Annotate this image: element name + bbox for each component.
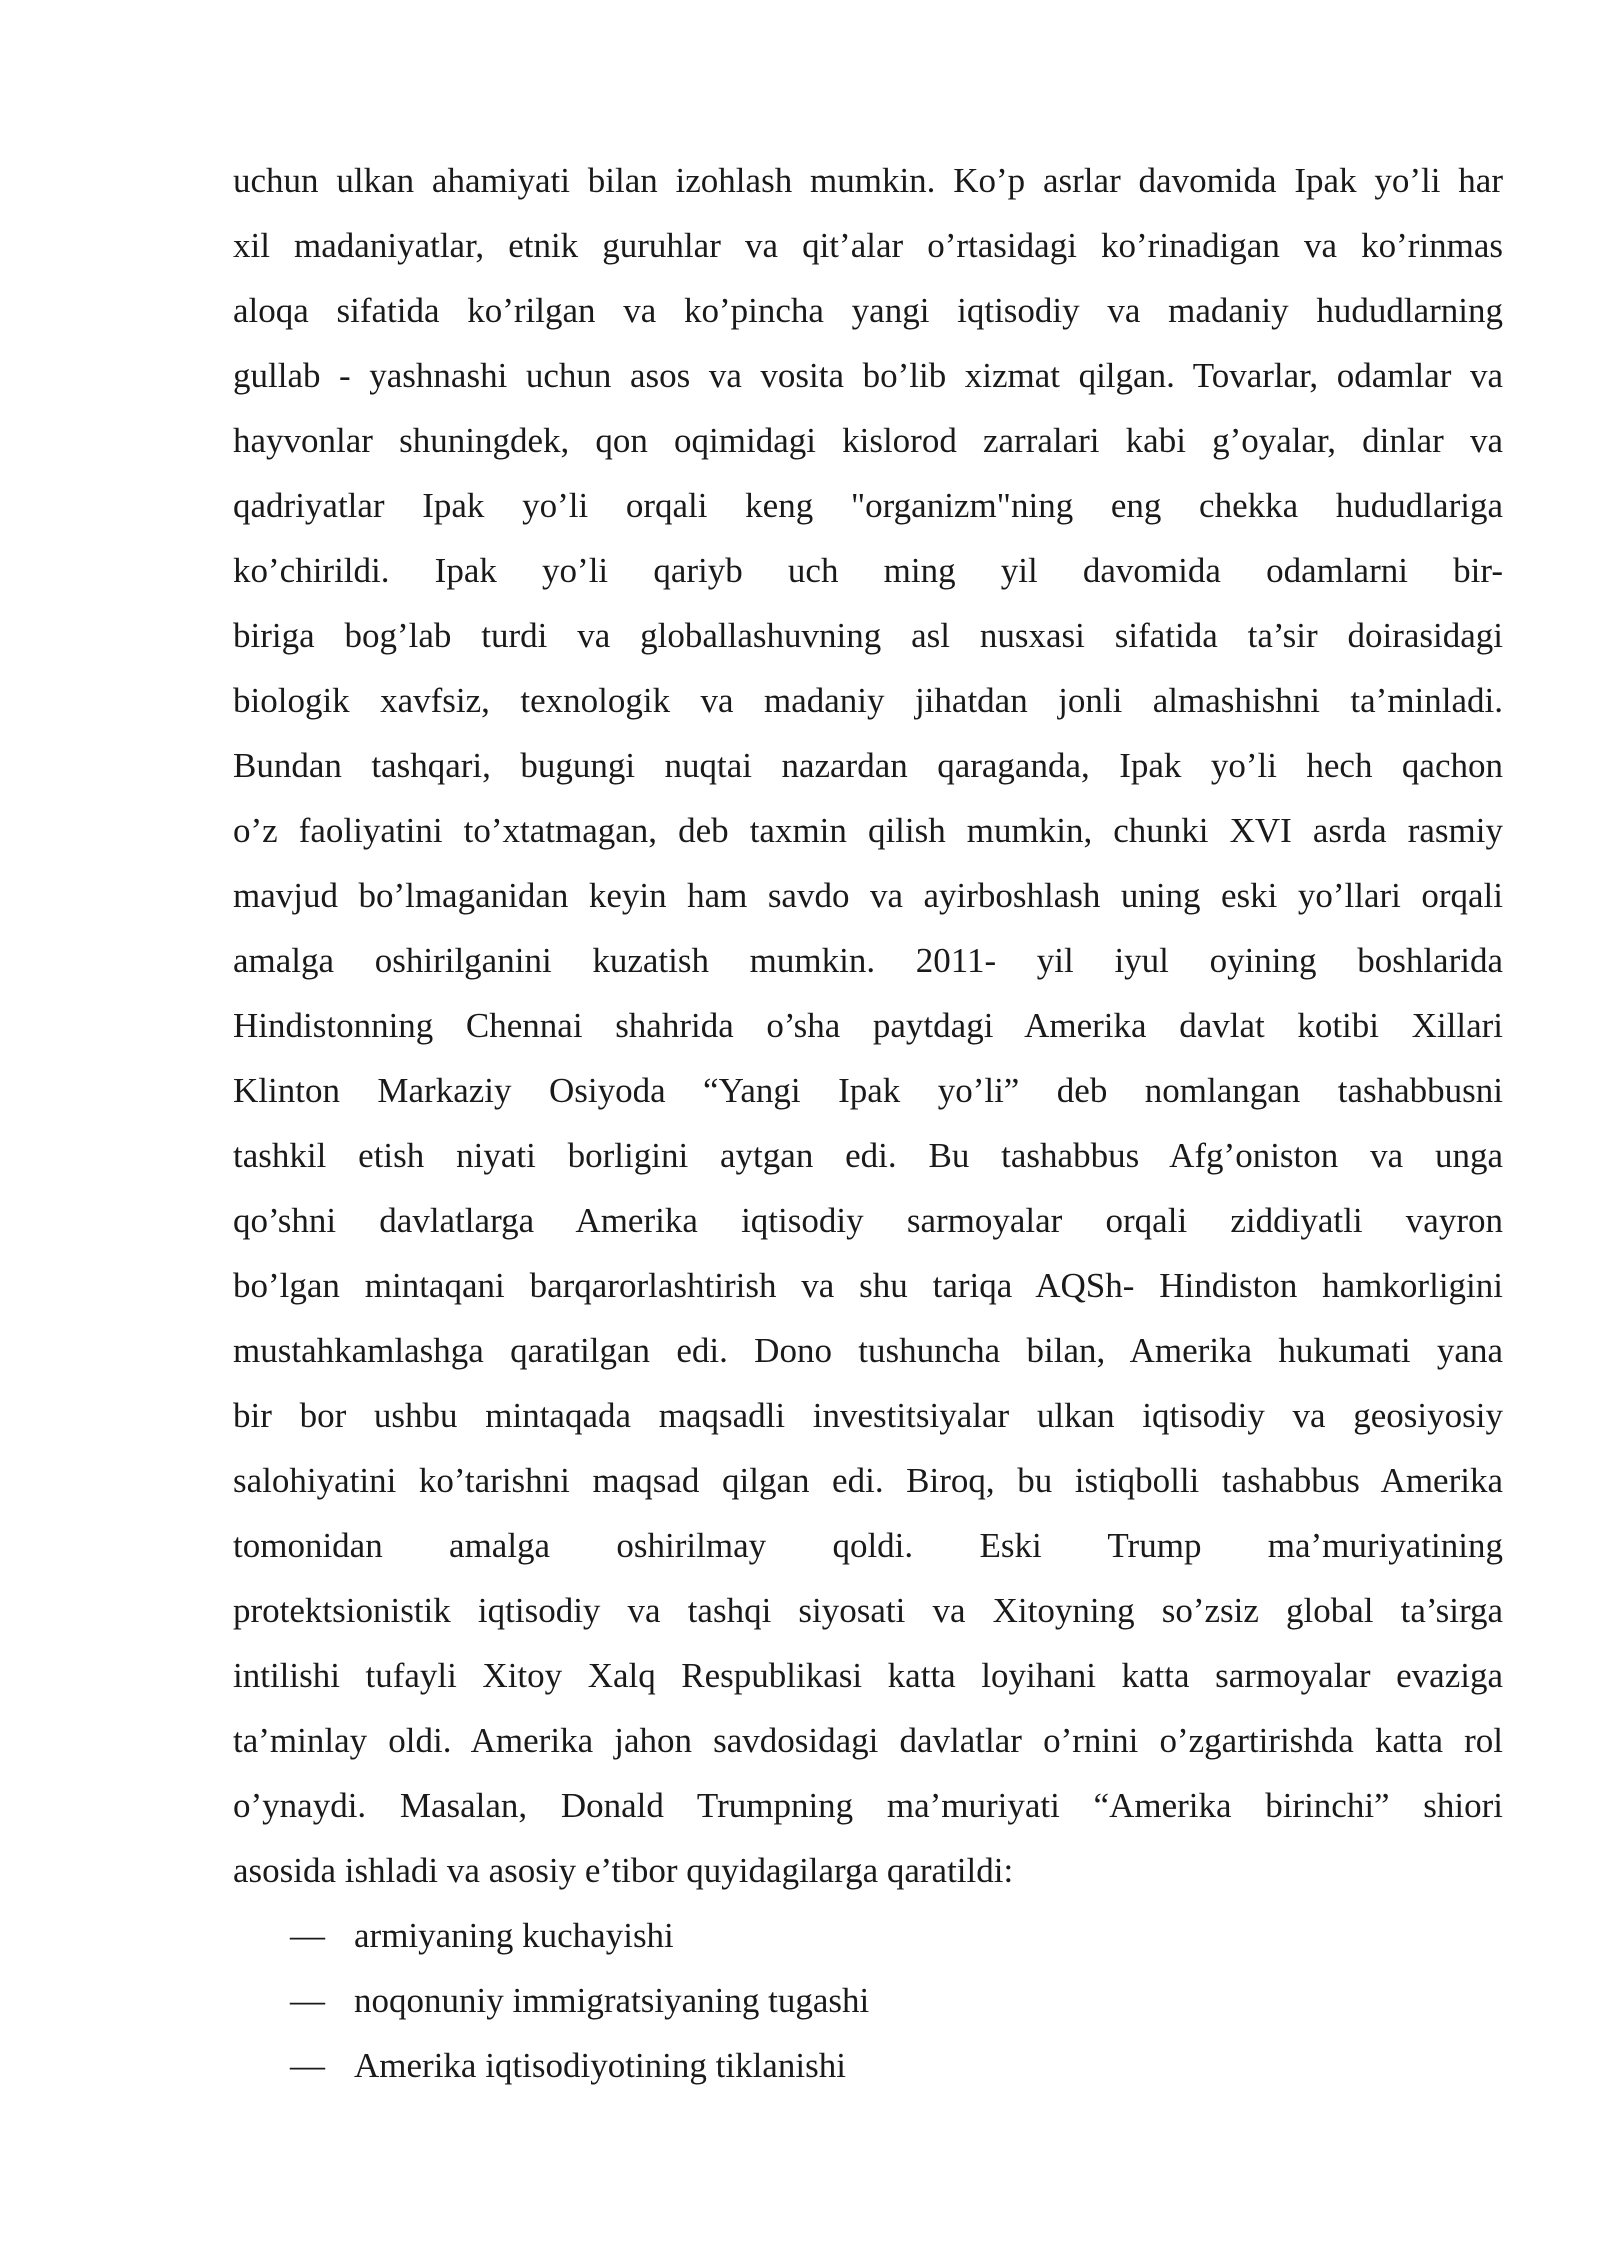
paragraph-line: ko’chirildi. Ipak yo’li qariyb uch ming yil davomida odamlarni bir- <box>233 551 1503 590</box>
paragraph-line: biologik xavfsiz, texnologik va madaniy jihatdan jonli almashishni ta’minladi. <box>233 681 1503 720</box>
paragraph-line: tashkil etish niyati borligini aytgan edi. Bu tashabbus Afg’oniston va unga <box>233 1136 1503 1175</box>
paragraph-line: protektsionistik iqtisodiy va tashqi siyosati va Xitoyning so’zsiz global ta’sirga <box>233 1591 1503 1630</box>
dash-bullet-icon: — <box>290 2046 325 2085</box>
paragraph <box>233 148 1503 1903</box>
paragraph-line: uchun ulkan ahamiyati bilan izohlash mumkin. Ko’p asrlar davomida Ipak yo’li har <box>233 161 1503 200</box>
paragraph-line: Klinton Markaziy Osiyoda “Yangi Ipak yo’li” deb nomlangan tashabbusni <box>233 1071 1503 1110</box>
paragraph-line: hayvonlar shuningdek, qon oqimidagi kislorod zarralari kabi g’oyalar, dinlar va <box>233 421 1503 460</box>
paragraph-line: gullab - yashnashi uchun asos va vosita bo’lib xizmat qilgan. Tovarlar, odamlar va <box>233 356 1503 395</box>
paragraph-line: intilishi tufayli Xitoy Xalq Respublikasi katta loyihani katta sarmoyalar evaziga <box>233 1656 1503 1695</box>
list-item-text: armiyaning kuchayishi <box>354 1916 674 1955</box>
list-item-text: Amerika iqtisodiyotining tiklanishi <box>354 2046 846 2085</box>
paragraph-line: Hindistonning Chennai shahrida o’sha paytdagi Amerika davlat kotibi Xillari <box>233 1006 1503 1045</box>
paragraph-line: amalga oshirilganini kuzatish mumkin. 2011- yil iyul oyining boshlarida <box>233 941 1503 980</box>
list-item <box>233 2033 1503 2098</box>
paragraph-line: mavjud bo’lmaganidan keyin ham savdo va ayirboshlash uning eski yo’llari orqali <box>233 876 1503 915</box>
paragraph-line: mustahkamlashga qaratilgan edi. Dono tushuncha bilan, Amerika hukumati yana <box>233 1331 1503 1370</box>
paragraph-line: asosida ishladi va asosiy e’tibor quyidagilarga qaratildi: <box>233 1851 1014 1890</box>
paragraph-line: Bundan tashqari, bugungi nuqtai nazardan qaraganda, Ipak yo’li hech qachon <box>233 746 1503 785</box>
body-text <box>233 148 1503 2098</box>
paragraph-line: qo’shni davlatlarga Amerika iqtisodiy sarmoyalar orqali ziddiyatli vayron <box>233 1201 1503 1240</box>
paragraph-line: bir bor ushbu mintaqada maqsadli investitsiyalar ulkan iqtisodiy va geosiyosiy <box>233 1396 1503 1435</box>
paragraph-line: salohiyatini ko’tarishni maqsad qilgan edi. Biroq, bu istiqbolli tashabbus Amerika <box>233 1461 1503 1500</box>
list-item-text: noqonuniy immigratsiyaning tugashi <box>354 1981 870 2020</box>
paragraph-line: tomonidan amalga oshirilmay qoldi. Eski Trump ma’muriyatining <box>233 1526 1503 1565</box>
paragraph-line: o’ynaydi. Masalan, Donald Trumpning ma’muriyati “Amerika birinchi” shiori <box>233 1786 1503 1825</box>
dash-bullet-icon: — <box>290 1916 325 1955</box>
paragraph-line: o’z faoliyatini to’xtatmagan, deb taxmin qilish mumkin, chunki XVI asrda rasmiy <box>233 811 1503 850</box>
paragraph-line: ta’minlay oldi. Amerika jahon savdosidagi davlatlar o’rnini o’zgartirishda katta rol <box>233 1721 1503 1760</box>
paragraph-line: qadriyatlar Ipak yo’li orqali keng "organizm"ning eng chekka hududlariga <box>233 486 1503 525</box>
paragraph-line: biriga bog’lab turdi va globallashuvning asl nusxasi sifatida ta’sir doirasidagi <box>233 616 1503 655</box>
list-item <box>233 1903 1503 1968</box>
dash-bullet-icon: — <box>290 1981 325 2020</box>
paragraph-line: xil madaniyatlar, etnik guruhlar va qit’alar o’rtasidagi ko’rinadigan va ko’rinmas <box>233 226 1503 265</box>
paragraph-line: aloqa sifatida ko’rilgan va ko’pincha yangi iqtisodiy va madaniy hududlarning <box>233 291 1503 330</box>
list-item <box>233 1968 1503 2033</box>
bullet-list <box>233 1903 1503 2098</box>
paragraph-line: bo’lgan mintaqani barqarorlashtirish va shu tariqa AQSh- Hindiston hamkorligini <box>233 1266 1503 1305</box>
